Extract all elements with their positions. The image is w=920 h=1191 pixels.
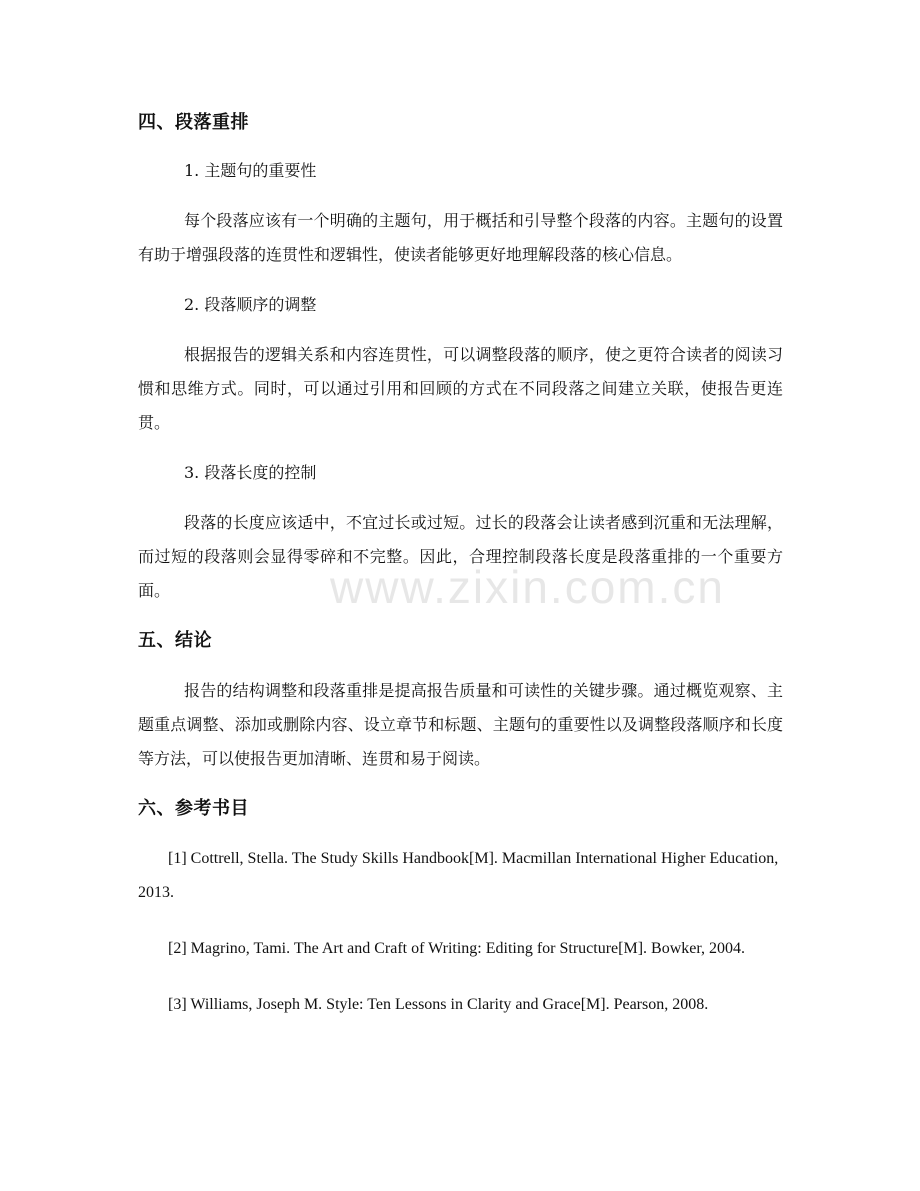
section-references: [138, 794, 783, 1022]
reference-item: [3] Williams, Joseph M. Style: Ten Lessons in Clarity and Grace[M]. Pearson, 2008.: [168, 996, 709, 1013]
watermark: www.zixin.com.cn: [330, 561, 725, 613]
section-heading: 四、段落重排: [138, 112, 249, 133]
section-conclusion: [138, 626, 783, 776]
subheading: 1. 主题句的重要性: [184, 161, 317, 180]
reference-item: [1] Cottrell, Stella. The Study Skills Handbook[M]. Macmillan International Higher Education, 2013.: [138, 850, 779, 901]
paragraph: 段落的长度应该适中，不宜过长或过短。过长的段落会让读者感到沉重和无法理解，而过短的段落则会显得零碎和不完整。因此，合理控制段落长度是段落重排的一个重要方面。: [138, 513, 783, 600]
section-paragraph-reordering: [138, 108, 783, 608]
paragraph: 报告的结构调整和段落重排是提高报告质量和可读性的关键步骤。通过概览观察、主题重点调整、添加或删除内容、设立章节和标题、主题句的重要性以及调整段落顺序和长度等方法，可以使报告更加清晰、连贯和易于阅读。: [138, 681, 783, 768]
section-heading: 五、结论: [138, 630, 212, 651]
reference-item: [2] Magrino, Tami. The Art and Craft of Writing: Editing for Structure[M]. Bowker, 2004.: [168, 940, 746, 957]
subheading: 2. 段落顺序的调整: [184, 295, 317, 314]
paragraph: 每个段落应该有一个明确的主题句，用于概括和引导整个段落的内容。主题句的设置有助于增强段落的连贯性和逻辑性，使读者能够更好地理解段落的核心信息。: [138, 211, 783, 264]
document-body: [138, 108, 783, 1044]
paragraph: 根据报告的逻辑关系和内容连贯性，可以调整段落的顺序，使之更符合读者的阅读习惯和思维方式。同时，可以通过引用和回顾的方式在不同段落之间建立关联，使报告更连贯。: [138, 345, 783, 432]
section-heading: 六、参考书目: [138, 798, 249, 819]
subheading: 3. 段落长度的控制: [184, 463, 317, 482]
